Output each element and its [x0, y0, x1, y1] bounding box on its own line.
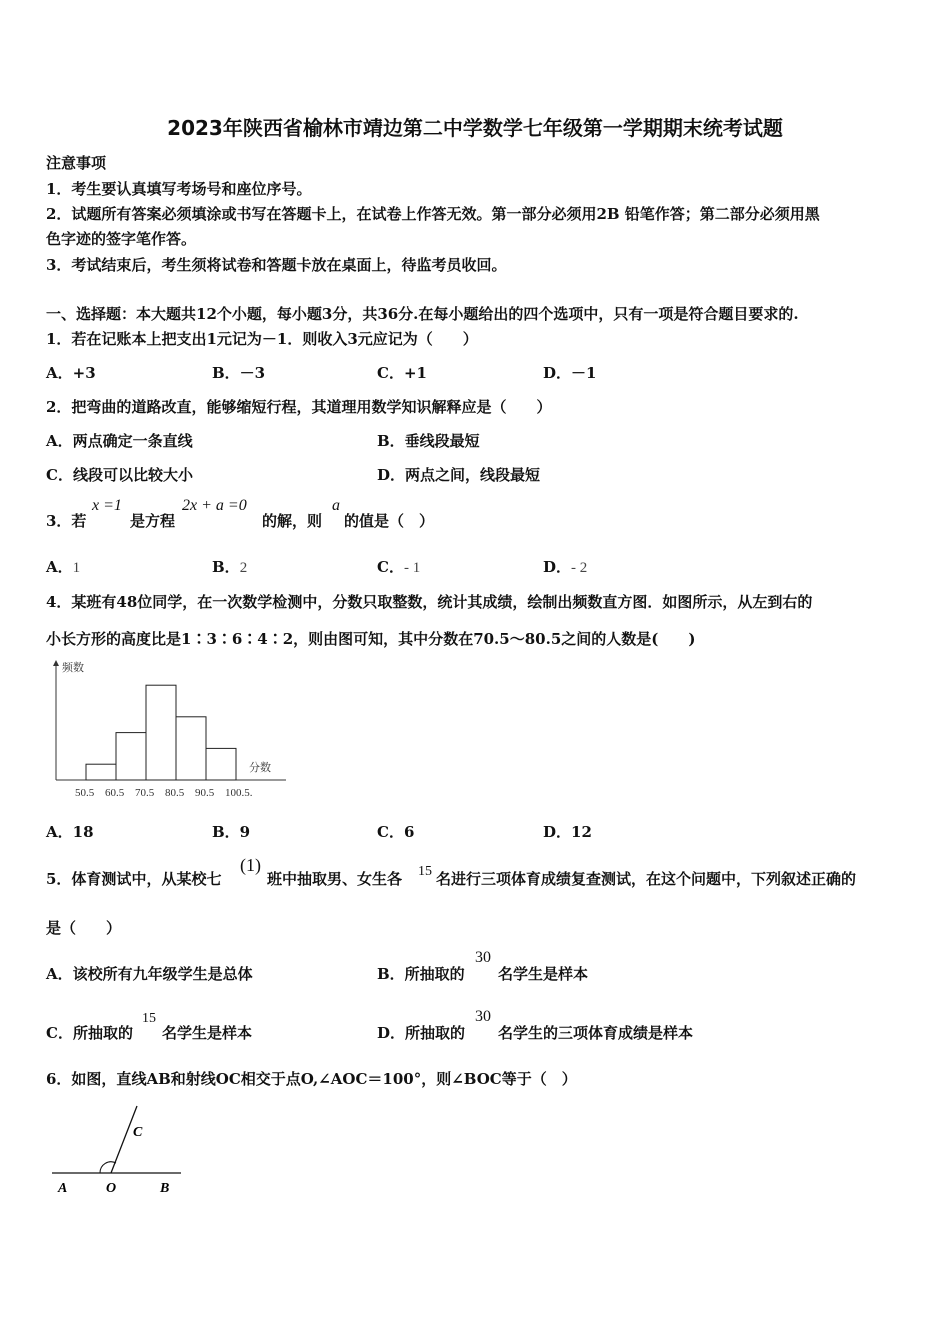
notice-heading: 注意事项: [46, 154, 107, 172]
q3-math-equation: 2x + a =0: [182, 497, 247, 514]
question-4-line-2: 小长方形的高度比是1∶3∶6∶4∶2，则由图可知，其中分数在70.5～80.5之间的人数是( ): [46, 630, 696, 648]
q5-option-d-text-1: D．所抽取的: [377, 1024, 466, 1042]
q5-option-c-number: 15: [142, 1011, 156, 1026]
q3-math-a: a: [332, 497, 340, 514]
q3-option-a: A．1: [46, 558, 81, 576]
question-4-line-1: 4．某班有48位同学，在一次数学检测中，分数只取整数，统计其成绩，绘制出频数直方图．如图所示，从左到右的: [46, 593, 813, 611]
x-tick-label: 100.5.: [225, 787, 253, 799]
q2-option-a: A．两点确定一条直线: [46, 432, 193, 450]
q1-option-a: A．+3: [46, 364, 96, 382]
q2-option-c: C．线段可以比较大小: [46, 466, 193, 484]
x-tick-label: 50.5: [75, 787, 95, 799]
q5-option-d-number: 30: [475, 1008, 491, 1025]
x-tick-label: 80.5: [165, 787, 185, 799]
notice-item-1: 1．考生要认真填写考场号和座位序号。: [46, 180, 312, 198]
question-5-p1: 5．体育测试中，从某校七: [46, 870, 222, 888]
q5-option-c-text-1: C．所抽取的: [46, 1024, 133, 1042]
label-c: C: [133, 1125, 143, 1140]
q5-option-b-text-2: 名学生是样本: [498, 965, 589, 983]
notice-item-2-cont: 色字迹的签字笔作答。: [46, 230, 197, 248]
q4-option-d: D．12: [543, 823, 592, 841]
q3-option-c: C．- 1: [377, 558, 421, 576]
question-5-p2: 班中抽取男、女生各: [267, 870, 403, 888]
section-heading: 一、选择题：本大题共12个小题，每小题3分，共36分.在每小题给出的四个选项中，只有一项是符合题目要求的.: [46, 305, 799, 323]
question-3-p3: 的解，则: [262, 512, 323, 530]
question-2-stem: 2．把弯曲的道路改直，能够缩短行程，其道理用数学知识解释应是（ ）: [46, 398, 552, 416]
histogram-bar: [176, 717, 206, 780]
q5-math-class: (1): [240, 855, 261, 875]
x-tick-label: 60.5: [105, 787, 125, 799]
histogram-bar: [86, 764, 116, 780]
x-tick-label: 70.5: [135, 787, 155, 799]
q3-math-x-eq-1: x =1: [92, 497, 122, 514]
q3-option-b: B．2: [212, 558, 248, 576]
q5-option-d-text-2: 名学生的三项体育成绩是样本: [498, 1024, 694, 1042]
q5-math-15: 15: [418, 864, 432, 879]
question-3-p2: 是方程: [130, 512, 176, 530]
q4-option-b: B．9: [212, 823, 251, 841]
q5-option-c-text-2: 名学生是样本: [162, 1024, 253, 1042]
question-3-p1: 3．若: [46, 512, 87, 530]
page-title: 2023年陕西省榆林市靖边第二中学数学七年级第一学期期末统考试题: [167, 116, 783, 140]
q1-option-d: D．－1: [543, 364, 597, 382]
label-b: B: [160, 1181, 170, 1196]
histogram-bar: [146, 685, 176, 780]
histogram-chart: [40, 655, 300, 805]
q1-option-c: C．+1: [377, 364, 427, 382]
question-6-stem: 6．如图，直线AB和射线OC相交于点O,∠AOC＝100°，则∠BOC等于（ ）: [46, 1070, 577, 1088]
notice-item-3: 3．考试结束后，考生须将试卷和答题卡放在桌面上，待监考员收回。: [46, 256, 507, 274]
q3-option-d: D．- 2: [543, 558, 588, 576]
question-3-p4: 的值是（ ）: [344, 512, 435, 530]
q5-option-a: A．该校所有九年级学生是总体: [46, 965, 253, 983]
notice-item-2: 2．试题所有答案必须填涂或书写在答题卡上，在试卷上作答无效。第一部分必须用2B 铅笔作答；第二部分必须用黑: [46, 205, 820, 223]
x-axis-label: 分数: [249, 762, 271, 774]
q2-option-d: D．两点之间，线段最短: [377, 466, 541, 484]
q5-option-b-text-1: B．所抽取的: [377, 965, 465, 983]
label-a: A: [58, 1181, 68, 1196]
label-o: O: [106, 1181, 117, 1196]
q4-option-c: C．6: [377, 823, 415, 841]
geometry-figure: [40, 1100, 200, 1200]
question-1-stem: 1．若在记账本上把支出1元记为－1．则收入3元应记为（ ）: [46, 330, 478, 348]
q2-option-b: B．垂线段最短: [377, 432, 480, 450]
q1-option-b: B．－3: [212, 364, 266, 382]
q4-option-a: A．18: [46, 823, 94, 841]
histogram-bar: [206, 748, 236, 780]
q5-option-b-number: 30: [475, 949, 491, 966]
question-5-p3: 名进行三项体育成绩复查测试，在这个问题中，下列叙述正确的: [436, 870, 857, 888]
histogram-bar: [116, 733, 146, 780]
question-5-p4: 是（ ）: [46, 919, 122, 937]
x-tick-label: 90.5: [195, 787, 215, 799]
y-axis-label: 频数: [62, 662, 84, 674]
